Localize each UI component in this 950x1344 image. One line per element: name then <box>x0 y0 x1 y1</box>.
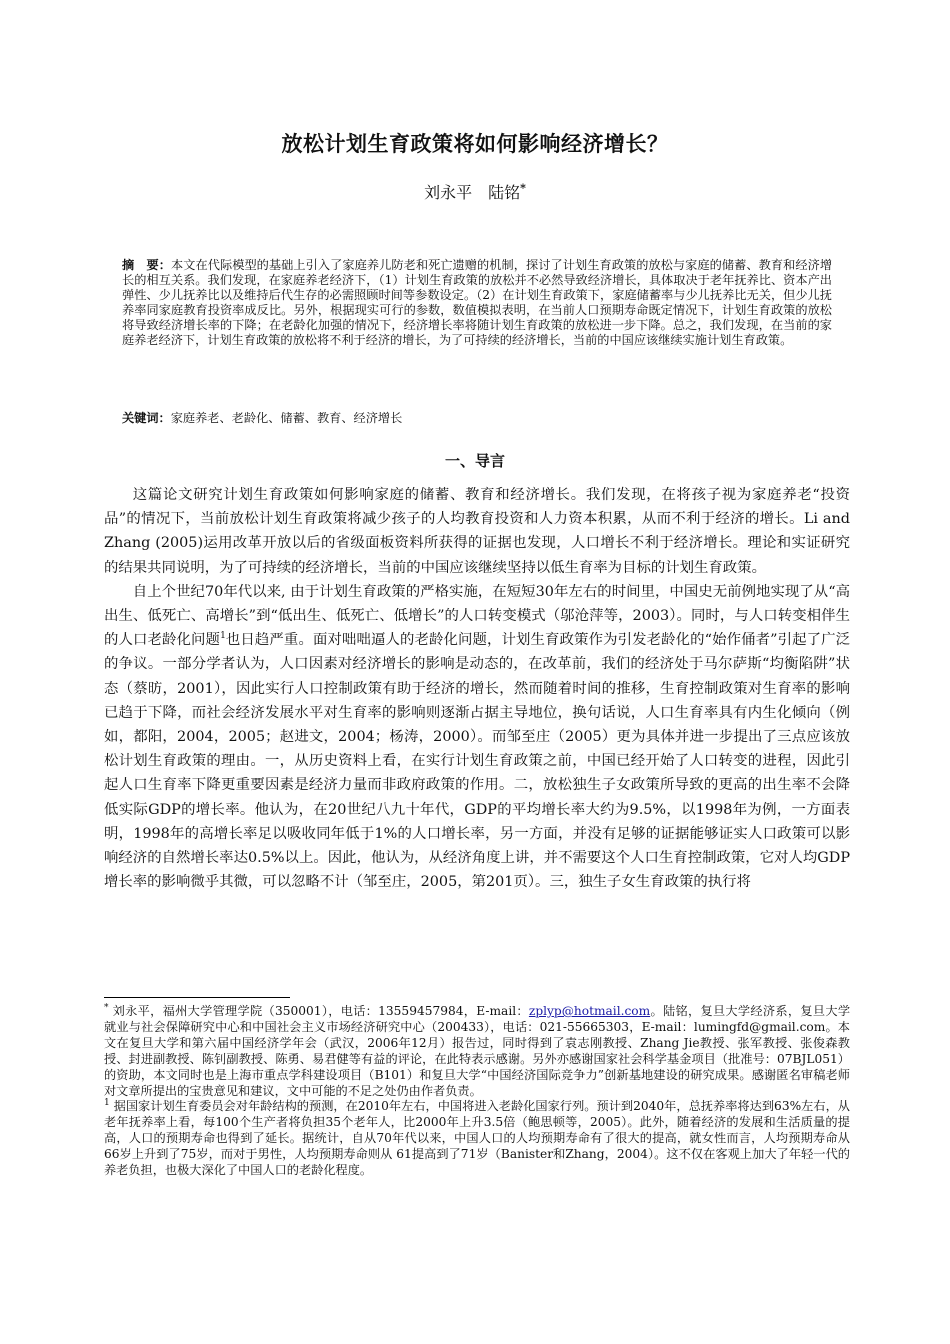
abstract-label: 摘 要： <box>122 258 171 272</box>
footnote-mark: * <box>104 1002 109 1013</box>
footnote-text: 。陆铭，复旦大学经济系，复旦大学就业与社会保障研究中心和中国社会主义市场经济研究中心（200433），电话：021-55665303，E-mail：lumingfd@gmail.com。本文在复旦大学和第六届中国经济学年会（武汉，2006年12月）报告过，同时得到了袁志刚教授、Zhang Jie教授、张军教授、张俊森教授、封进副教授、陈钊副教授、陈勇、易君健等有益的评论，在此特表示感谢。另外亦感谢国家社会科学基金项目（批准号：07BJL051）的资助，本文同时也是上海市重点学科建设项目（B101）和复旦大学“中国经济国际竞争力”创新基地建设的研究成果。感谢匿名审稿老师对文章所提出的宝贵意见和建议，文中可能的不足之处仍由作者负责。 <box>104 1004 851 1098</box>
footnote <box>104 1099 850 1179</box>
abstract <box>122 258 832 347</box>
author-line <box>0 180 950 203</box>
footnote-mark: 1 <box>104 1098 110 1109</box>
keywords <box>122 411 832 426</box>
footnote-text: 据国家计划生育委员会对年龄结构的预测，在2010年左右，中国将进入老龄化国家行列。预计到2040年，总抚养率将达到63%左右，从老年抚养率上看，每100个生产者将负担35个老年人，比2000年上升3.5倍（鲍思顿等，2005）。此外，随着经济的发展和生活质量的提高，人口的预期寿命也得到了延长。据统计，自从70年代以来，中国人口的人均预期寿命有了很大的提高，就女性而言，人均预期寿命从66岁上升到了75岁，而对于男性，人均预期寿命则从 61提高到了71岁（Banister和Zhang，2004）。这不仅在客观上加大了年轻一代的养老负担，也极大深化了中国人口的老龄化程度。 <box>104 1099 850 1178</box>
paragraph-text: 自上个世纪70年代以来, 由于计划生育政策的严格实施，在短短30年左右的时间里，中国史无前例地实现了从“高出生、低死亡、高增长”到“低出生、低死亡、低增长”的人口转变模式（邬沧萍等，2003）。同时，与人口转变相伴生的人口老龄化问题 <box>104 583 850 649</box>
author-names: 刘永平 陆铭 <box>424 183 521 202</box>
footnote-text: 刘永平，福州大学管理学院（350001），电话：13559457984，E-mail： <box>108 1004 529 1018</box>
paragraph: 这篇论文研究计划生育政策如何影响家庭的储蓄、教育和经济增长。我们发现，在将孩子视为家庭养老“投资品”的情况下，当前放松计划生育政策将减少孩子的人均教育投资和人力资本积累，从而不利于经济的增长。Li and Zhang (2005)运用改革开放以后的省级面板资料所获得的证据也发现，人口增长不利于经济增长。理论和实证研究的结果共同说明，为了可持续的经济增长，当前的中国应该继续坚持以低生育率为目标的计划生育政策。 <box>104 487 850 576</box>
section-heading: 一、导言 <box>444 452 505 470</box>
body-text <box>104 483 850 894</box>
abstract-text: 本文在代际模型的基础上引入了家庭养儿防老和死亡遗赠的机制，探讨了计划生育政策的放松与家庭的储蓄、教育和经济增长的相互关系。我们发现，在家庭养老经济下，（1）计划生育政策的放松并不必然导致经济增长，具体取决于老年抚养比、资本产出弹性、少儿抚养比以及维持后代生存的必需照顾时间等参数设定。（2）在计划生育政策下，家庭储蓄率与少儿抚养比无关，但少儿抚养率同家庭教育投资率成反比。另外，根据现实可行的参数，数值模拟表明，在当前人口预期寿命既定情况下，计划生育政策的放松将导致经济增长率的下降；在老龄化加强的情况下，经济增长率将随计划生育政策的放松进一步下降。总之，我们发现，在当前的家庭养老经济下，计划生育政策的放松将不利于经济的增长，为了可持续的经济增长，当前的中国应该继续实施计划生育政策。 <box>122 258 833 347</box>
paper-title: 放松计划生育政策将如何影响经济增长？ <box>281 132 669 156</box>
footnote <box>104 1004 850 1099</box>
paragraph <box>104 580 850 895</box>
footnote-divider <box>104 997 290 998</box>
keywords-label: 关键词： <box>122 411 171 425</box>
keywords-text: 家庭养老、老龄化、储蓄、教育、经济增长 <box>170 411 403 425</box>
paragraph-text: 也日趋严重。面对咄咄逼人的老龄化问题，计划生育政策作为引发老龄化的“始作俑者”引起了广泛的争议。一部分学者认为，人口因素对经济增长的影响是动态的，在改革前，我们的经济处于马尔萨斯“均衡陷阱”状态（蔡昉，2001），因此实行人口控制政策有助于经济的增长，然而随着时间的推移，生育控制政策对生育率的影响已趋于下降，而社会经济发展水平对生育率的影响则逐渐占据主导地位，换句话说，人口生育率具有内生化倾向（例如，都阳，2004，2005；赵进文，2004；杨涛，2000）。而邹至庄（2005）更为具体并进一步提出了三点应该放松计划生育政策的理由。一，从历史资料上看，在实行计划生育政策之前，中国已经开始了人口转变的进程，因此引起人口生育率下降更重要因素是经济力量而非政府政策的作用。二，放松独生子女政策所导致的更高的出生率不会降低实际GDP的增长率。他认为，在20世纪八九十年代，GDP的平均增长率大约为9.5%，以1998年为例，一方面表明，1998年的高增长率足以吸收同年低于1%的人口增长率，另一方面，并没有足够的证据能够证实人口政策可以影响经济的自然增长率达0.5%以上。因此，他认为，从经济角度上讲，并不需要这个人口生育控制政策，它对人均GDP增长率的影响微乎其微，可以忽略不计（邹至庄，2005，第201页）。三，独生子女生育政策的执行将 <box>104 632 850 891</box>
footnotes <box>104 1004 850 1179</box>
footnote-ref[interactable]: 1 <box>220 631 226 642</box>
author-footnote-mark[interactable]: * <box>520 181 526 195</box>
email-link[interactable]: zplyp@hotmail.com <box>528 1004 651 1018</box>
